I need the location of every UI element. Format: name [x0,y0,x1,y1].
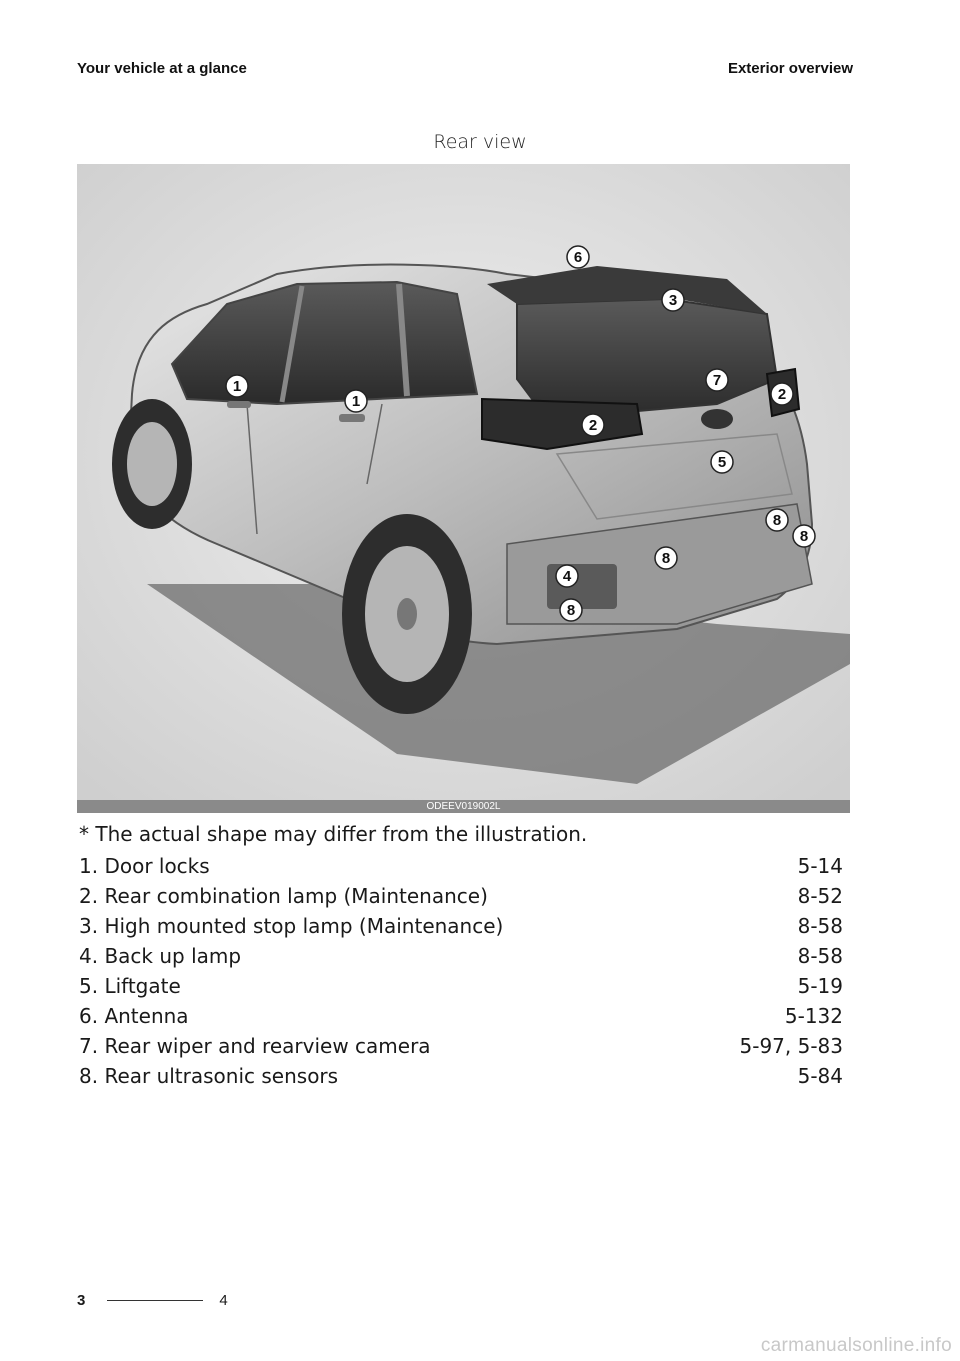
watermark: carmanualsonline.info [760,1335,952,1356]
svg-text:8: 8 [566,602,576,619]
page-footer [77,1292,228,1309]
callout-7-wiper-camera [706,369,728,391]
car-rear-view-drawing [77,164,850,813]
list-item [79,911,843,941]
svg-text:8: 8 [661,550,671,567]
item-page-ref: 5-14 [797,854,843,878]
svg-text:7: 7 [712,372,722,389]
svg-text:4: 4 [562,568,572,585]
callout-3-stop-lamp [662,289,684,311]
callout-8-sensor-b [560,599,582,621]
list-item [79,881,843,911]
parts-list [79,851,843,1091]
svg-text:2: 2 [588,417,598,434]
callout-8-sensor-c [766,509,788,531]
item-page-ref: 5-19 [797,974,843,998]
item-page-ref: 8-52 [797,884,843,908]
item-page-ref: 5-132 [784,1004,843,1028]
item-page-ref: 5-84 [797,1064,843,1088]
figure-title: Rear view [433,131,527,153]
page-number: 4 [219,1292,228,1309]
item-label: 7. Rear wiper and rearview camera [79,1034,431,1058]
item-label: 3. High mounted stop lamp (Maintenance) [79,914,504,938]
svg-text:2: 2 [777,386,787,403]
list-item [79,971,843,1001]
callout-2-left-lamp [582,414,604,436]
item-label: 1. Door locks [79,854,210,878]
list-item [79,941,843,971]
item-label: 6. Antenna [79,1004,189,1028]
svg-text:1: 1 [232,378,242,395]
footer-divider [107,1300,203,1301]
svg-text:8: 8 [799,528,809,545]
chapter-number: 3 [77,1292,86,1309]
illustration-note: * The actual shape may differ from the illustration. [79,822,588,846]
callout-8-sensor-d [793,525,815,547]
running-header-section: Your vehicle at a glance [77,60,247,77]
callout-6-antenna [567,246,589,268]
list-item [79,1001,843,1031]
item-label: 5. Liftgate [79,974,181,998]
running-header-topic: Exterior overview [727,60,853,77]
item-label: 2. Rear combination lamp (Maintenance) [79,884,488,908]
svg-text:1: 1 [351,393,361,410]
callout-1-rear-door [345,390,367,412]
callout-2-right-lamp [771,383,793,405]
svg-text:5: 5 [717,454,727,471]
item-label: 8. Rear ultrasonic sensors [79,1064,339,1088]
svg-text:6: 6 [573,249,583,266]
item-page-ref: 5-97, 5-83 [739,1034,843,1058]
callout-8-sensor-a [655,547,677,569]
list-item [79,1061,843,1091]
list-item [79,1031,843,1061]
item-label: 4. Back up lamp [79,944,242,968]
item-page-ref: 8-58 [797,944,843,968]
svg-text:8: 8 [772,512,782,529]
callout-4-backup-lamp [556,565,578,587]
figure-code: ODEEV019002L [77,800,850,813]
rear-view-illustration [77,164,850,813]
svg-text:3: 3 [668,292,678,309]
callout-5-liftgate [711,451,733,473]
callout-1-front-door [226,375,248,397]
list-item [79,851,843,881]
item-page-ref: 8-58 [797,914,843,938]
